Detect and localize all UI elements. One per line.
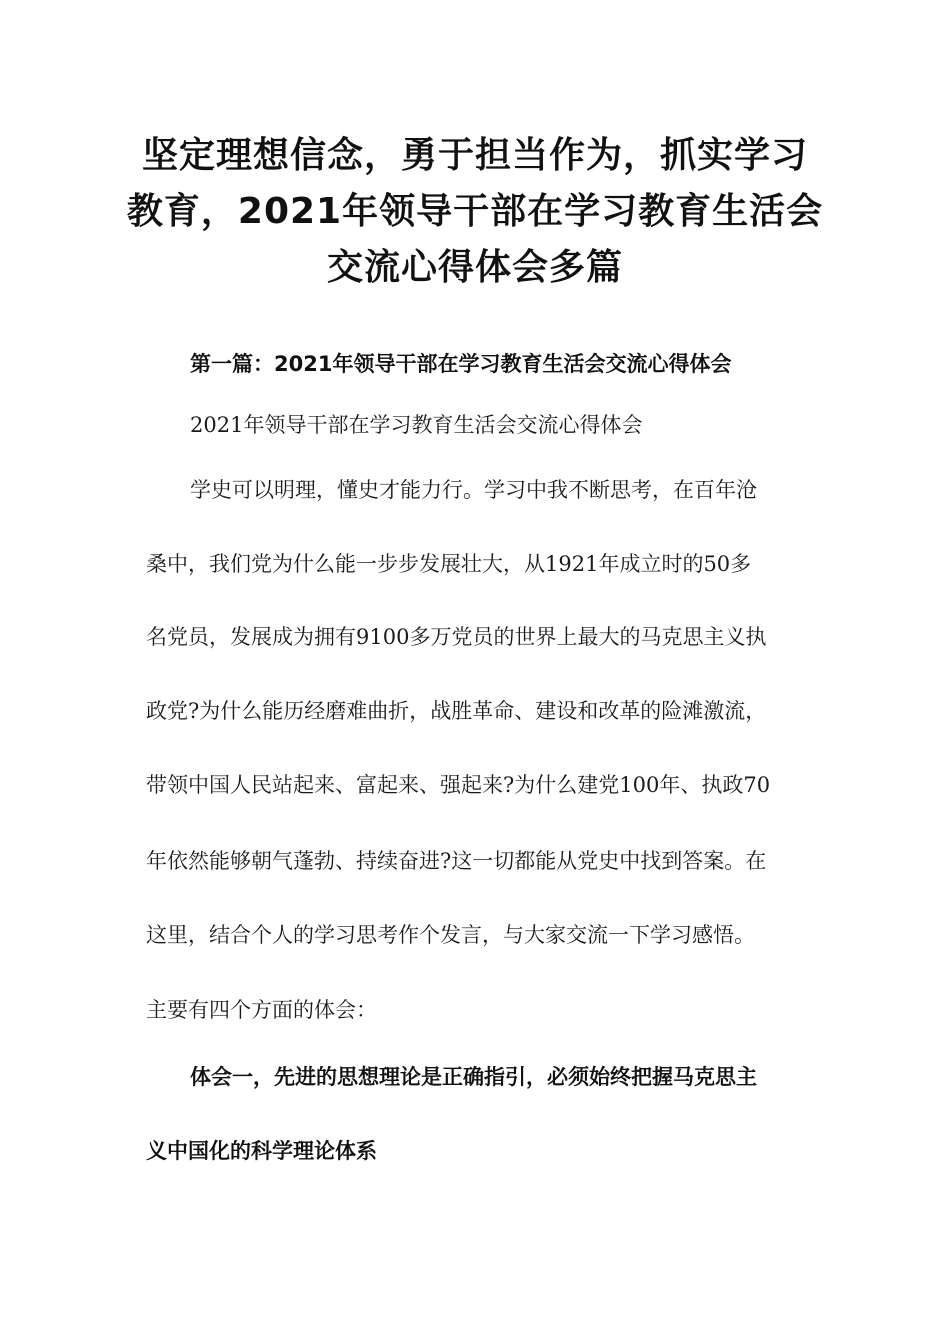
body-line-3: 名党员，发展成为拥有9100多万党员的世界上最大的马克思主义执 (146, 625, 767, 649)
document-title (100, 128, 850, 296)
title-line-2: 教育，2021年领导干部在学习教育生活会 (126, 191, 824, 232)
point-heading-line-1: 体会一，先进的思想理论是正确指引，必须始终把握马克思主 (190, 1065, 757, 1089)
body-line-2: 桑中，我们党为什么能一步步发展壮大，从1921年成立时的50多 (146, 552, 752, 576)
point-heading-line-2: 义中国化的科学理论体系 (146, 1139, 377, 1163)
section-heading: 第一篇：2021年领导干部在学习教育生活会交流心得体会 (190, 352, 732, 376)
title-line-1: 坚定理想信念，勇于担当作为，抓实学习 (141, 135, 808, 176)
body-line-6: 年依然能够朝气蓬勃、持续奋进?这一切都能从党史中找到答案。在 (146, 849, 767, 873)
body-line-5: 带领中国人民站起来、富起来、强起来?为什么建党100年、执政70 (146, 773, 771, 797)
title-line-3: 交流心得体会多篇 (326, 247, 623, 288)
body-line-7: 这里，结合个人的学习思考作个发言，与大家交流一下学习感悟。 (146, 923, 755, 947)
body-line-8: 主要有四个方面的体会： (146, 998, 377, 1022)
section-subtitle: 2021年领导干部在学习教育生活会交流心得体会 (190, 413, 643, 437)
body-line-1: 学史可以明理，懂史才能力行。学习中我不断思考，在百年沧 (190, 478, 757, 502)
body-line-4: 政党?为什么能历经磨难曲折，战胜革命、建设和改革的险滩激流， (146, 699, 767, 723)
